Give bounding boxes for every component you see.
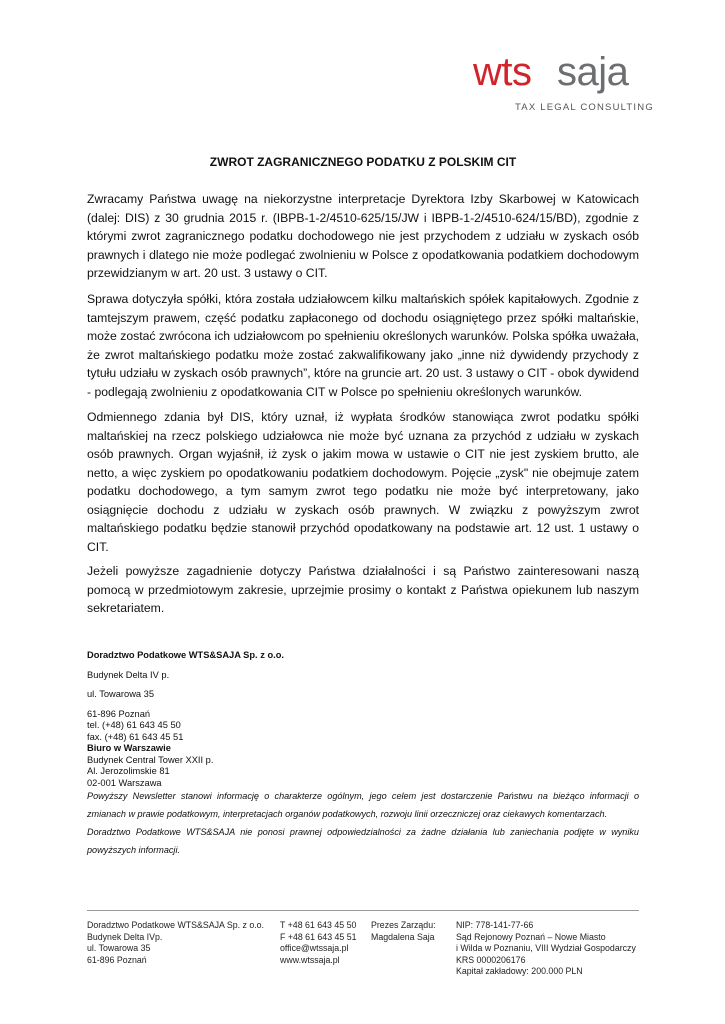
footer-line: Kapitał zakładowy: 200.000 PLN bbox=[456, 966, 583, 976]
warsaw-building: Budynek Central Tower XXII p. bbox=[87, 754, 214, 765]
disclaimer bbox=[87, 787, 639, 859]
logo-wts: wts bbox=[473, 50, 532, 94]
paragraph-2: Sprawa dotyczyła spółki, która została udziałowcem kilku maltańskich spółek kapitałowych. Zgodnie z tamtejszym prawem, część podatku zapłaconego od dochodu osiągniętego przez spółki maltańskie, może zostać zwrócona ich udziałowcom po spełnieniu określonych warunków. Polska spółka uważała, że zwrot maltańskiego podatku może zostać zakwalifikowany jako „inne niż dywidendy przychody z tytułu udziału w zyskach osób prawnych”, które na gruncie art. 20 ust. 3 ustawy o CIT - obok dywidend - podlegają zwolnieniu z opodatkowania CIT w Polsce po spełnieniu określonych warunków. bbox=[87, 292, 639, 399]
footer-registration bbox=[456, 920, 636, 978]
disclaimer-1: Powyższy Newsletter stanowi informację o charakterze ogólnym, jego celem jest dostarczenie Państwu na bieżąco informacji o zmianach w prawie podatkowym, interpretacjach organów podatkowych, rozwoju linii orzeczniczej oraz ciekawych komentarzach. bbox=[87, 791, 639, 819]
footer-address bbox=[87, 920, 264, 966]
contact-fax: fax. (+48) 61 643 45 51 bbox=[87, 731, 184, 742]
warsaw-street: Al. Jerozolimskie 81 bbox=[87, 766, 170, 776]
contact-building: Budynek Delta IV p. bbox=[87, 669, 170, 680]
footer-line: ul. Towarowa 35 bbox=[87, 943, 151, 953]
paragraph-3: Odmiennego zdania był DIS, który uznał, iż wypłata środków stanowiąca zwrot podatku spółki maltańskiej na rzecz polskiego udziałowca nie może być uznana za przychód z udziału w zyskach osób prawnych. Organ wyjaśnił, iż zysk o jakim mowa w ustawie o CIT nie jest zyskiem brutto, ale netto, a więc zyskiem po opodatkowaniu podatkiem dochodowym. Pojęcie „zysk" nie obejmuje zatem podatku dochodowego, a tym samym zwrot tego podatku nie może być interpretowany, jako osiągnięcie dochodu z udziału w zyskach osób prawnych. W związku z powyższym zwrot maltańskiego podatku będzie stanowił przychód opodatkowany na podstawie art. 12 ust. 1 ustawy o CIT. bbox=[87, 410, 639, 554]
footer-line: Doradztwo Podatkowe WTS&SAJA Sp. z o.o. bbox=[87, 920, 264, 930]
footer-contact bbox=[280, 920, 357, 966]
disclaimer-2: Doradztwo Podatkowe WTS&SAJA nie ponosi prawnej odpowiedzialności za żadne działania lub zaniechania podjęte w wyniku powyższych informacji. bbox=[87, 827, 639, 855]
footer-divider bbox=[87, 910, 639, 911]
warsaw-city: 02-001 Warszawa bbox=[87, 777, 162, 788]
warsaw-heading: Biuro w Warszawie bbox=[87, 743, 171, 753]
contact-tel: tel. (+48) 61 643 45 50 bbox=[87, 720, 181, 730]
contact-street: ul. Towarowa 35 bbox=[87, 689, 155, 699]
footer-email-link[interactable]: office@wtssaja.pl bbox=[280, 943, 349, 953]
footer-line: NIP: 778-141-77-66 bbox=[456, 920, 534, 930]
footer-phone: T +48 61 643 45 50 bbox=[280, 920, 357, 930]
contact-company: Doradztwo Podatkowe WTS&SAJA Sp. z o.o. bbox=[87, 650, 284, 660]
logo-tagline: TAX LEGAL CONSULTING bbox=[515, 102, 654, 113]
document-title: ZWROT ZAGRANICZNEGO PODATKU Z POLSKIM CIT bbox=[209, 155, 517, 169]
footer-website-link[interactable]: www.wtssaja.pl bbox=[280, 954, 340, 965]
paragraph-1: Zwracamy Państwa uwagę na niekorzystne interpretacje Dyrektora Izby Skarbowej w Katowicach (dalej: DIS) z 30 grudnia 2015 r. (IBPB-1-2/4510-625/15/JW i IBPB-1-2/4510-624/15/BD), zgodnie z którymi zwrot zagranicznego podatku dochodowego nie jest przychodem z udziału w zyskach osób prawnych i dlatego nie może podlegać zwolnieniu w Polsce z opodatkowania podatkiem dochodowym przewidzianym w art. 20 ust. 3 ustawy o CIT. bbox=[87, 192, 639, 280]
footer-line: Magdalena Saja bbox=[371, 931, 435, 942]
paragraph-4: Jeżeli powyższe zagadnienie dotyczy Państwa działalności i są Państwo zainteresowani naszą pomocą w przedmiotowym zakresie, uprzejmie prosimy o kontakt z Państwa opiekunem lub naszym sekretariatem. bbox=[87, 564, 639, 615]
footer-management bbox=[371, 920, 436, 943]
company-logo bbox=[470, 50, 654, 118]
footer-line: Budynek Delta IVp. bbox=[87, 931, 163, 942]
footer-line: Sąd Rejonowy Poznań – Nowe Miasto bbox=[456, 931, 606, 942]
footer-line: Prezes Zarządu: bbox=[371, 920, 436, 930]
footer-line: KRS 0000206176 bbox=[456, 954, 526, 965]
footer-line: 61-896 Poznań bbox=[87, 954, 147, 965]
footer-fax: F +48 61 643 45 51 bbox=[280, 931, 357, 942]
contact-city: 61-896 Poznań bbox=[87, 708, 151, 719]
footer-line: i Wilda w Poznaniu, VIII Wydział Gospodarczy bbox=[456, 943, 636, 953]
contact-block bbox=[87, 650, 284, 789]
logo-saja: saja bbox=[557, 50, 629, 94]
